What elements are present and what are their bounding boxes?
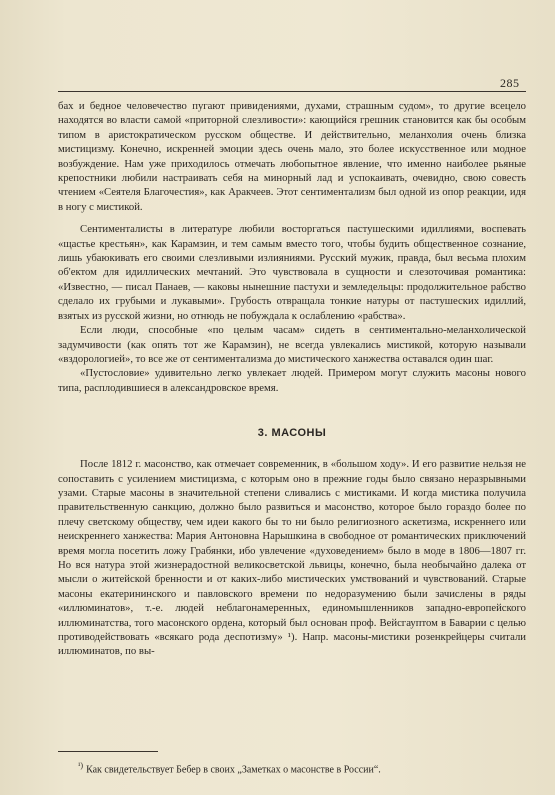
footnote-text: Как свидетельствует Бебер в своих „Заметках о масонстве в России“. <box>86 764 381 776</box>
page-number: 285 <box>500 76 520 90</box>
paragraph-3: Если люди, способные «по целым часам» сидеть в сентиментально-меланхолической задумчивости (как опять тот же Карамзин), не всегда увлекались мистикой, которую называли «вздорологией», то все же от сентиментализма до мистического ханжества оставался один шаг. <box>58 324 526 365</box>
footnote <box>78 759 526 776</box>
paragraph-1: бах и бедное человечество пугают привидениями, духами, страшным судом», то другие всецело находятся во власти самой «приторной слезливости»: кающийся грешник становится как бы особым типом в аристократическом русском обществе. И действительно, меланхолия очень близка мистицизму. Конечно, искренней эмоции здесь очень мало, это более искусственное или модное возбуждение. Нам уже приходилось отмечать любопытное явление, что именно наиболее рьяные крепостники любили настраивать себя на минорный лад и успокаивать, очевидно, свою совесть чтением «Сеятеля Благочестия», как Аракчеев. Этот сентиментализм был одной из опор реакции, идя в ногу с мистикой. <box>58 100 526 213</box>
footnote-rule <box>58 751 158 752</box>
section-paragraph: После 1812 г. масонство, как отмечает современник, в «большом ходу». И его развитие нельзя не сопоставить с усилением мистицизма, с которым оно в прежние годы было связано неразрывными узами. Старые масоны в значительной степени сливались с мистиками. И когда мистика получила правительственную санкцию, должно было развиться и масонство, которое было гораздо более по плечу светскому обществу, чем идеи какого бы то ни было религиозного аскетизма, искреннего или неискреннего ханжества: Мария Антоновна Нарышкина в свободное от романтических приключений время могла посетить ложу Грабянки, ибо увлечение «духоведением» было в моде в 1806—1807 гг. Но вся натура этой жизнерадостной великосветской львицы, конечно, была необычайно далека от мысли о житейской бренности и от каких-либо мистических умствований и чувствований. Старые масоны екатерининского и павловского времени по недоразумению были зачислены в ряды «иллюминатов», т.-е. людей неблагонамеренных, единомышленников западно-европейского иллюминатства, того масонского ордена, который был основан проф. Вейсгауптом в Баварии с целью противодействовать «всякаго рода деспотизму» ¹). Напр. масоны-мистики розенкрейцеры считали иллюминатов, по вы- <box>58 458 526 658</box>
header-rule <box>58 91 526 92</box>
paragraph-4: «Пустословие» удивительно легко увлекает людей. Примером могут служить масоны нового типа, расплодившиеся в александровское время. <box>58 367 526 394</box>
section-heading: 3. МАСОНЫ <box>257 427 327 440</box>
body-text <box>58 99 526 659</box>
footnote-marker: ¹) <box>78 761 84 770</box>
paragraph-2: Сентименталисты в литературе любили восторгаться пастушескими идиллиями, воспевать «щастье крестьян», как Карамзин, и тем самым вместо того, чтобы будить общественное сознание, лишь убаюкивать его своими слезливыми излияниями. Русский мужик, правда, был весьма плохим об'ектом для идиллических мечтаний. Это чувствовала в сущности и слезоточивая романтика: «Известно, — писал Панаев, — каковы нынешние пастухи и земледельцы: продолжительное рабство сделало их грубыми и лукавыми». Грубость отвращала тонкие натуры от пастушеских идиллий, взятых из русской жизни, но отнюдь не побуждала к ослаблению «рабства». <box>58 223 526 322</box>
